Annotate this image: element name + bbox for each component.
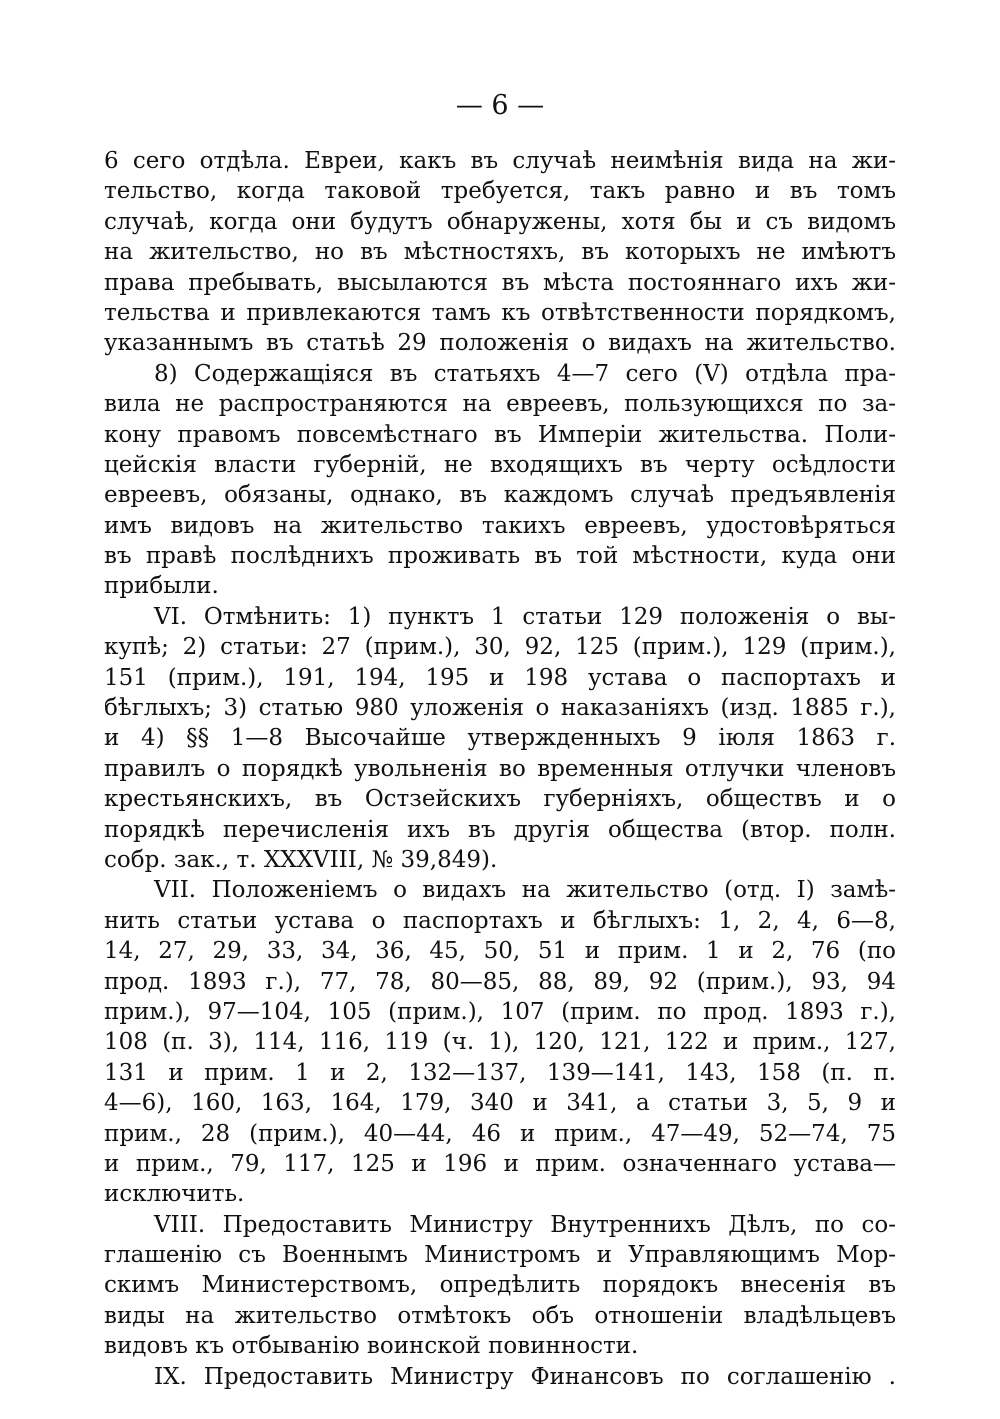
text-line: цейскія власти губерній, не входящихъ въ черту осѣдлости (104, 451, 896, 478)
text-line: видовъ къ отбыванію воинской повинности. (104, 1333, 639, 1360)
text-line: тельства и привлекаются тамъ къ отвѣтственности порядкомъ, (104, 299, 896, 326)
text-line: порядкѣ перечисленія ихъ въ другія общества (втор. полн. (104, 816, 896, 843)
text-line: глашенію съ Военнымъ Министромъ и Управляющимъ Мор- (104, 1242, 896, 1269)
text-line: крестьянскихъ, въ Остзейскихъ губерніяхъ, обществъ и о (104, 786, 896, 813)
text-line: прим.), 97—104, 105 (прим.), 107 (прим. по прод. 1893 г.), (104, 998, 896, 1025)
text-line: случаѣ, когда они будутъ обнаружены, хотя бы и съ видомъ (104, 208, 896, 235)
text-line: бѣглыхъ; 3) статью 980 уложенія о наказаніяхъ (изд. 1885 г.), (104, 695, 896, 722)
text-line: 131 и прим. 1 и 2, 132—137, 139—141, 143, 158 (п. п. (104, 1059, 896, 1086)
text-line: 151 (прим.), 191, 194, 195 и 198 устава о паспортахъ и (104, 664, 896, 691)
text-line: прод. 1893 г.), 77, 78, 80—85, 88, 89, 92 (прим.), 93, 94 (104, 968, 896, 995)
text-line: виды на жительство отмѣтокъ объ отношеніи владѣльцевъ (104, 1302, 896, 1329)
body-text (104, 146, 896, 1392)
text-line: прим., 28 (прим.), 40—44, 46 и прим., 47—49, 52—74, 75 (104, 1120, 896, 1147)
page-number: — 6 — (455, 90, 545, 121)
text-line: евреевъ, обязаны, однако, въ каждомъ случаѣ предъявленія (104, 482, 896, 509)
document-page (104, 88, 896, 1392)
text-line: 6 сего отдѣла. Евреи, какъ въ случаѣ неимѣнія вида на жи- (104, 148, 896, 174)
text-line: и прим., 79, 117, 125 и 196 и прим. означеннаго устава— (104, 1150, 896, 1177)
text-line: 14, 27, 29, 33, 34, 36, 45, 50, 51 и прим. 1 и 2, 76 (по (104, 938, 896, 965)
text-line: вила не распространяются на евреевъ, пользующихся по за- (104, 391, 896, 418)
text-line: 4—6), 160, 163, 164, 179, 340 и 341, а статьи 3, 5, 9 и (104, 1090, 896, 1117)
text-line: кону правомъ повсемѣстнаго въ Имперіи жительства. Поли- (104, 421, 896, 448)
text-line: исключить. (104, 1181, 245, 1208)
text-line: VI. Отмѣнить: 1) пунктъ 1 статьи 129 положенія о вы- (154, 603, 896, 630)
text-line: прибыли. (104, 573, 219, 600)
text-line: на жительство, но въ мѣстностяхъ, въ которыхъ не имѣютъ (104, 239, 896, 266)
text-line: собр. зак., т. XXXVIII, № 39,849). (104, 846, 498, 873)
text-line: скимъ Министерствомъ, опредѣлить порядокъ внесенія въ (104, 1272, 896, 1299)
text-line: права пребывать, высылаются въ мѣста постояннаго ихъ жи- (104, 269, 896, 296)
text-line: 8) Содержащіяся въ статьяхъ 4—7 сего (V) отдѣла пра- (154, 360, 896, 387)
text-line: правилъ о порядкѣ увольненія во временныя отлучки членовъ (104, 755, 896, 782)
text-line: указаннымъ въ статьѣ 29 положенія о видахъ на жительство. (104, 330, 896, 357)
text-line: и 4) §§ 1—8 Высочайше утвержденныхъ 9 іюля 1863 г. (104, 725, 896, 752)
text-line: IX. Предоставить Министру Финансовъ по соглашенію . (154, 1363, 896, 1390)
text-line: VIII. Предоставить Министру Внутреннихъ Дѣлъ, по со- (154, 1211, 896, 1238)
text-line: 108 (п. 3), 114, 116, 119 (ч. 1), 120, 121, 122 и прим., 127, (104, 1029, 896, 1056)
text-line: тельство, когда таковой требуется, такъ равно и въ томъ (104, 178, 896, 205)
text-line: VII. Положеніемъ о видахъ на жительство (отд. I) замѣ- (154, 877, 896, 904)
text-line: нить статьи устава о паспортахъ и бѣглыхъ: 1, 2, 4, 6—8, (104, 907, 896, 934)
text-line: въ правѣ послѣднихъ проживать въ той мѣстности, куда они (104, 543, 896, 570)
text-line: имъ видовъ на жительство такихъ евреевъ, удостовѣряться (104, 512, 896, 539)
text-line: купѣ; 2) статьи: 27 (прим.), 30, 92, 125 (прим.), 129 (прим.), (104, 634, 896, 661)
